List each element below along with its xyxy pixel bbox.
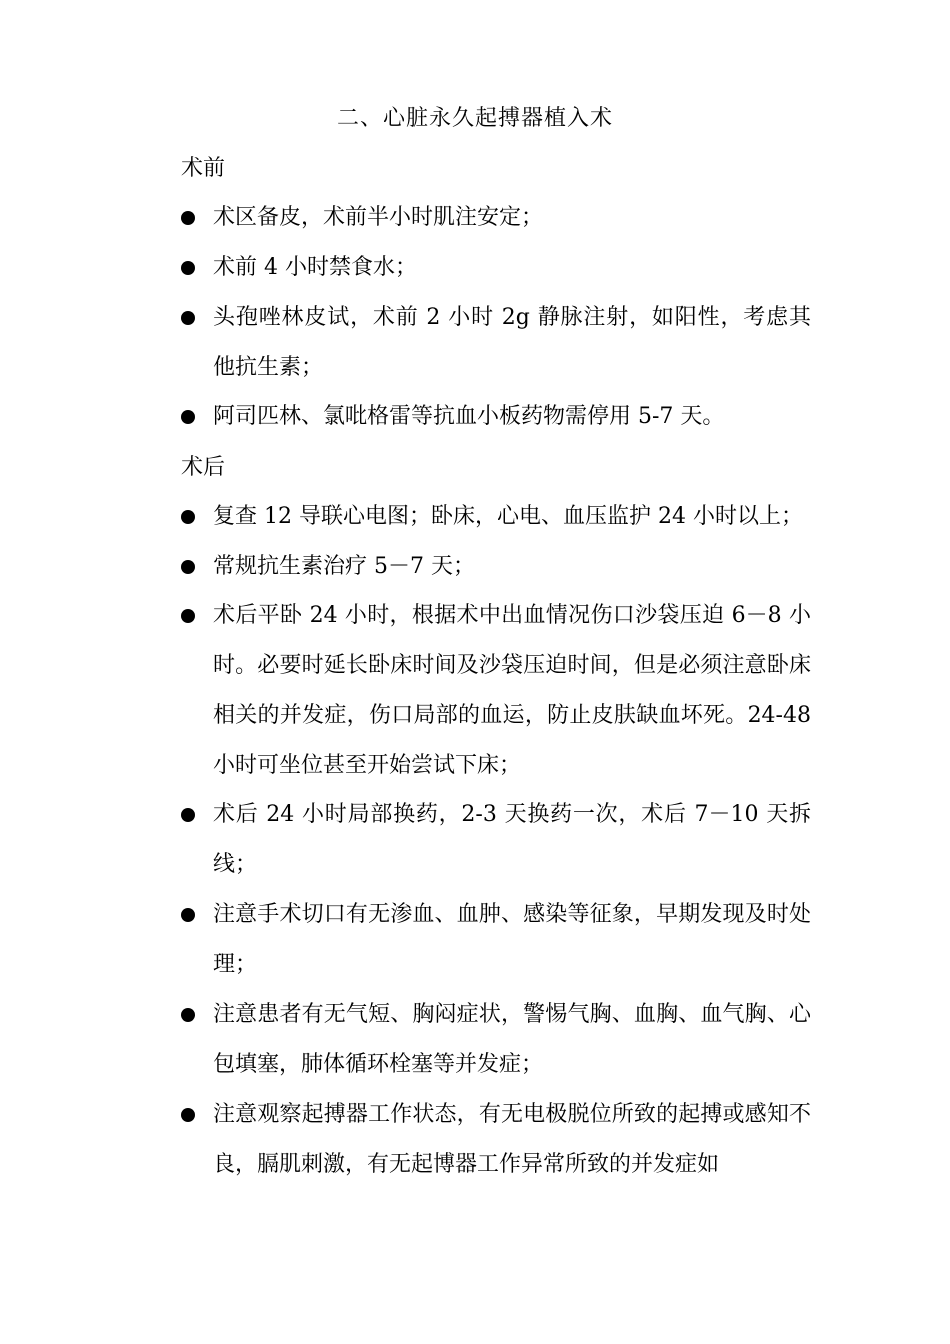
document-title: 二、心脏永久起搏器植入术 [336, 106, 613, 131]
list-item [181, 542, 811, 592]
list-item-text: 术后 24 小时局部换药，2-3 天换药一次，术后 7－10 天拆线； [213, 802, 811, 877]
list-item [181, 790, 811, 890]
list-item [181, 1090, 811, 1190]
list-item-text: 术后平卧 24 小时，根据术中出血情况伤口沙袋压迫 6－8 小时。必要时延长卧床时间及沙袋压迫时间，但是必须注意卧床相关的并发症，伤口局部的血运，防止皮肤缺血坏死。24-48 小时可坐位甚至开始尝试下床； [213, 603, 811, 778]
list-item [181, 243, 811, 293]
list-item-text: 术区备皮，术前半小时肌注安定； [213, 205, 544, 230]
section-heading-postop: 术后 [181, 455, 226, 480]
list-item [181, 591, 811, 791]
list-item-text: 注意患者有无气短、胸闷症状，警惕气胸、血胸、血气胸、心包填塞，肺体循环栓塞等并发症； [213, 1002, 811, 1077]
bullet-icon [181, 311, 195, 325]
list-item [181, 890, 811, 990]
bullet-icon [181, 211, 195, 225]
section-heading-preop: 术前 [181, 156, 226, 181]
bullet-icon [181, 808, 195, 822]
list-item-text: 常规抗生素治疗 5－7 天； [213, 554, 475, 579]
list-item-text: 复查 12 导联心电图；卧床，心电、血压监护 24 小时以上； [213, 504, 803, 529]
bullet-icon [181, 510, 195, 524]
bullet-icon [181, 1008, 195, 1022]
list-item [181, 193, 811, 243]
list-item-text: 注意观察起搏器工作状态，有无电极脱位所致的起搏或感知不良，膈肌刺激，有无起博器工作异常所致的并发症如 [213, 1102, 811, 1177]
bullet-icon [181, 1108, 195, 1122]
bullet-icon [181, 410, 195, 424]
list-item-text: 注意手术切口有无渗血、血肿、感染等征象，早期发现及时处理； [213, 902, 811, 977]
list-item [181, 990, 811, 1090]
bullet-icon [181, 560, 195, 574]
list-item-text: 术前 4 小时禁食水； [213, 255, 417, 280]
list-item [181, 392, 811, 442]
list-item [181, 492, 811, 542]
list-item-text: 头孢唑林皮试，术前 2 小时 2g 静脉注射，如阳性，考虑其他抗生素； [213, 305, 811, 380]
bullet-icon [181, 609, 195, 623]
list-item [181, 293, 811, 393]
bullet-icon [181, 908, 195, 922]
bullet-icon [181, 261, 195, 275]
list-item-text: 阿司匹林、氯吡格雷等抗血小板药物需停用 5-7 天。 [213, 404, 725, 429]
